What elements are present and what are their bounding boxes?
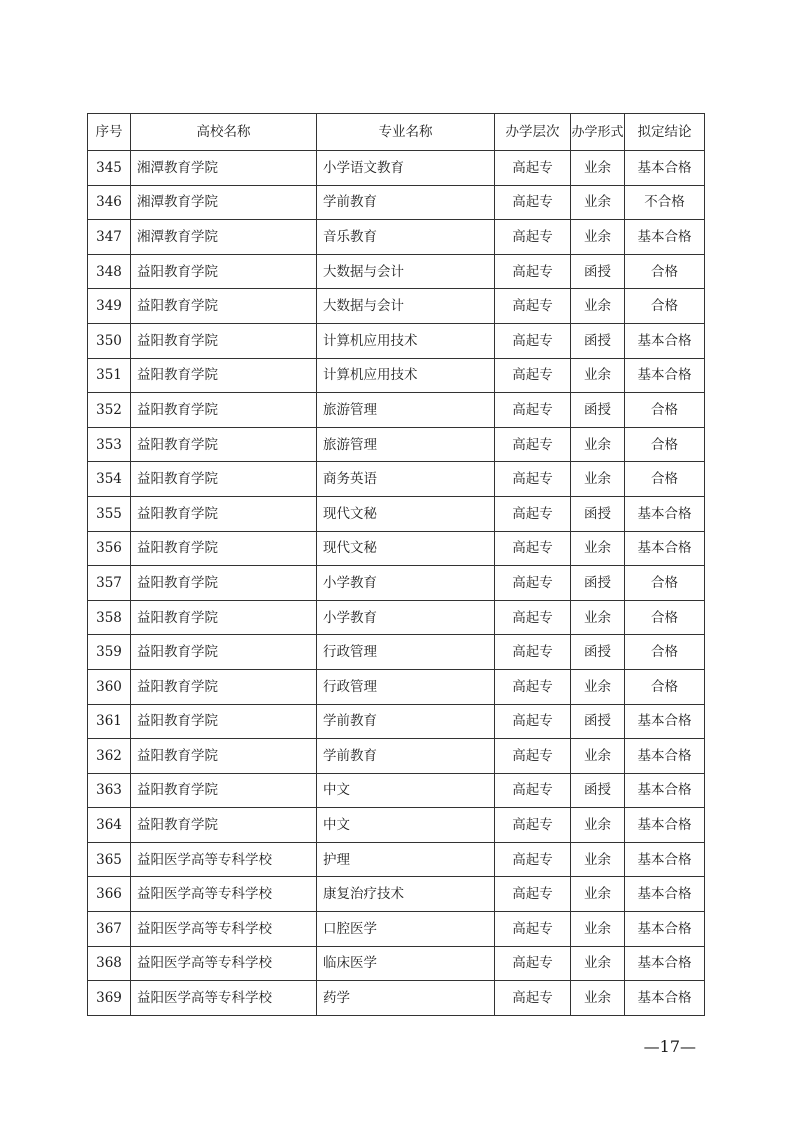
cell-school: 益阳教育学院 [131, 669, 317, 704]
cell-school: 益阳教育学院 [131, 323, 317, 358]
cell-level: 高起专 [495, 254, 571, 289]
cell-conclusion: 基本合格 [625, 877, 705, 912]
cell-conclusion: 合格 [625, 462, 705, 497]
cell-school: 益阳医学高等专科学校 [131, 877, 317, 912]
cell-level: 高起专 [495, 220, 571, 255]
cell-seq: 361 [88, 704, 131, 739]
cell-major: 音乐教育 [317, 220, 495, 255]
cell-form: 业余 [571, 289, 625, 324]
cell-major: 学前教育 [317, 739, 495, 774]
cell-conclusion: 基本合格 [625, 531, 705, 566]
cell-level: 高起专 [495, 566, 571, 601]
cell-level: 高起专 [495, 808, 571, 843]
cell-form: 业余 [571, 462, 625, 497]
cell-level: 高起专 [495, 600, 571, 635]
cell-conclusion: 合格 [625, 254, 705, 289]
cell-major: 小学教育 [317, 600, 495, 635]
cell-school: 益阳教育学院 [131, 739, 317, 774]
cell-form: 业余 [571, 151, 625, 186]
cell-seq: 356 [88, 531, 131, 566]
cell-major: 小学教育 [317, 566, 495, 601]
cell-seq: 363 [88, 773, 131, 808]
cell-conclusion: 合格 [625, 635, 705, 670]
cell-school: 益阳教育学院 [131, 704, 317, 739]
results-table [87, 113, 705, 1016]
cell-seq: 354 [88, 462, 131, 497]
page-number: —17— [643, 1037, 696, 1056]
cell-level: 高起专 [495, 427, 571, 462]
cell-level: 高起专 [495, 289, 571, 324]
cell-conclusion: 基本合格 [625, 773, 705, 808]
cell-seq: 348 [88, 254, 131, 289]
table-row [88, 496, 705, 531]
cell-major: 行政管理 [317, 635, 495, 670]
table-row [88, 600, 705, 635]
cell-seq: 367 [88, 912, 131, 947]
cell-school: 益阳教育学院 [131, 600, 317, 635]
cell-major: 临床医学 [317, 946, 495, 981]
table-row [88, 220, 705, 255]
cell-form: 业余 [571, 808, 625, 843]
cell-school: 益阳医学高等专科学校 [131, 946, 317, 981]
cell-form: 业余 [571, 946, 625, 981]
cell-seq: 355 [88, 496, 131, 531]
cell-level: 高起专 [495, 358, 571, 393]
header-conclusion: 拟定结论 [625, 114, 705, 151]
cell-level: 高起专 [495, 151, 571, 186]
table-row [88, 358, 705, 393]
cell-major: 旅游管理 [317, 393, 495, 428]
cell-level: 高起专 [495, 842, 571, 877]
cell-major: 学前教育 [317, 704, 495, 739]
cell-conclusion: 合格 [625, 669, 705, 704]
cell-seq: 347 [88, 220, 131, 255]
table-row [88, 393, 705, 428]
cell-conclusion: 基本合格 [625, 151, 705, 186]
cell-form: 函授 [571, 773, 625, 808]
cell-school: 益阳医学高等专科学校 [131, 842, 317, 877]
cell-seq: 364 [88, 808, 131, 843]
cell-level: 高起专 [495, 739, 571, 774]
table-row [88, 704, 705, 739]
cell-seq: 345 [88, 151, 131, 186]
cell-major: 大数据与会计 [317, 289, 495, 324]
cell-school: 益阳教育学院 [131, 531, 317, 566]
table-row [88, 323, 705, 358]
cell-seq: 351 [88, 358, 131, 393]
cell-seq: 362 [88, 739, 131, 774]
cell-level: 高起专 [495, 462, 571, 497]
cell-level: 高起专 [495, 635, 571, 670]
cell-form: 业余 [571, 669, 625, 704]
table-row [88, 254, 705, 289]
cell-school: 益阳教育学院 [131, 393, 317, 428]
cell-conclusion: 基本合格 [625, 739, 705, 774]
cell-major: 护理 [317, 842, 495, 877]
cell-conclusion: 基本合格 [625, 912, 705, 947]
cell-conclusion: 基本合格 [625, 220, 705, 255]
table-row [88, 462, 705, 497]
cell-school: 益阳教育学院 [131, 462, 317, 497]
cell-seq: 360 [88, 669, 131, 704]
cell-form: 业余 [571, 981, 625, 1016]
cell-school: 益阳教育学院 [131, 566, 317, 601]
cell-school: 益阳教育学院 [131, 254, 317, 289]
table-row [88, 669, 705, 704]
cell-conclusion: 不合格 [625, 185, 705, 220]
cell-major: 学前教育 [317, 185, 495, 220]
cell-major: 商务英语 [317, 462, 495, 497]
cell-level: 高起专 [495, 877, 571, 912]
cell-conclusion: 基本合格 [625, 358, 705, 393]
table-row [88, 981, 705, 1016]
cell-form: 业余 [571, 427, 625, 462]
cell-conclusion: 基本合格 [625, 842, 705, 877]
cell-major: 旅游管理 [317, 427, 495, 462]
results-table-container [87, 113, 704, 1016]
cell-school: 益阳教育学院 [131, 427, 317, 462]
cell-seq: 369 [88, 981, 131, 1016]
cell-seq: 366 [88, 877, 131, 912]
cell-conclusion: 合格 [625, 289, 705, 324]
cell-major: 现代文秘 [317, 496, 495, 531]
cell-school: 湘潭教育学院 [131, 220, 317, 255]
cell-conclusion: 合格 [625, 427, 705, 462]
cell-level: 高起专 [495, 393, 571, 428]
cell-seq: 368 [88, 946, 131, 981]
cell-school: 湘潭教育学院 [131, 151, 317, 186]
cell-form: 函授 [571, 566, 625, 601]
cell-form: 函授 [571, 254, 625, 289]
cell-seq: 349 [88, 289, 131, 324]
table-header-row [88, 114, 705, 151]
cell-conclusion: 基本合格 [625, 323, 705, 358]
cell-major: 大数据与会计 [317, 254, 495, 289]
cell-level: 高起专 [495, 704, 571, 739]
cell-school: 湘潭教育学院 [131, 185, 317, 220]
table-row [88, 739, 705, 774]
table-body [88, 151, 705, 1016]
cell-school: 益阳教育学院 [131, 358, 317, 393]
cell-major: 计算机应用技术 [317, 323, 495, 358]
cell-seq: 352 [88, 393, 131, 428]
cell-form: 函授 [571, 393, 625, 428]
cell-conclusion: 基本合格 [625, 946, 705, 981]
cell-major: 口腔医学 [317, 912, 495, 947]
cell-level: 高起专 [495, 531, 571, 566]
cell-school: 益阳教育学院 [131, 808, 317, 843]
cell-school: 益阳医学高等专科学校 [131, 912, 317, 947]
cell-conclusion: 合格 [625, 600, 705, 635]
cell-form: 业余 [571, 842, 625, 877]
cell-major: 中文 [317, 773, 495, 808]
cell-form: 业余 [571, 877, 625, 912]
cell-conclusion: 合格 [625, 393, 705, 428]
cell-conclusion: 基本合格 [625, 808, 705, 843]
table-row [88, 808, 705, 843]
header-level: 办学层次 [495, 114, 571, 151]
cell-major: 小学语文教育 [317, 151, 495, 186]
cell-form: 业余 [571, 739, 625, 774]
cell-seq: 365 [88, 842, 131, 877]
cell-school: 益阳教育学院 [131, 289, 317, 324]
table-row [88, 566, 705, 601]
table-row [88, 842, 705, 877]
cell-major: 药学 [317, 981, 495, 1016]
table-row [88, 877, 705, 912]
cell-form: 业余 [571, 531, 625, 566]
cell-level: 高起专 [495, 912, 571, 947]
cell-seq: 358 [88, 600, 131, 635]
cell-level: 高起专 [495, 773, 571, 808]
cell-level: 高起专 [495, 946, 571, 981]
cell-form: 业余 [571, 358, 625, 393]
cell-major: 行政管理 [317, 669, 495, 704]
cell-form: 函授 [571, 704, 625, 739]
cell-conclusion: 基本合格 [625, 496, 705, 531]
cell-school: 益阳教育学院 [131, 635, 317, 670]
cell-seq: 359 [88, 635, 131, 670]
cell-major: 现代文秘 [317, 531, 495, 566]
cell-seq: 346 [88, 185, 131, 220]
cell-level: 高起专 [495, 323, 571, 358]
cell-conclusion: 合格 [625, 566, 705, 601]
table-row [88, 531, 705, 566]
cell-form: 业余 [571, 220, 625, 255]
header-seq: 序号 [88, 114, 131, 151]
header-form: 办学形式 [571, 114, 625, 151]
cell-form: 业余 [571, 185, 625, 220]
table-row [88, 635, 705, 670]
table-row [88, 151, 705, 186]
header-school: 高校名称 [131, 114, 317, 151]
header-major: 专业名称 [317, 114, 495, 151]
cell-level: 高起专 [495, 981, 571, 1016]
cell-conclusion: 基本合格 [625, 704, 705, 739]
cell-seq: 357 [88, 566, 131, 601]
cell-major: 计算机应用技术 [317, 358, 495, 393]
table-row [88, 427, 705, 462]
cell-school: 益阳教育学院 [131, 773, 317, 808]
cell-level: 高起专 [495, 496, 571, 531]
cell-seq: 350 [88, 323, 131, 358]
cell-form: 业余 [571, 600, 625, 635]
table-row [88, 912, 705, 947]
cell-school: 益阳教育学院 [131, 496, 317, 531]
cell-seq: 353 [88, 427, 131, 462]
cell-major: 中文 [317, 808, 495, 843]
cell-form: 函授 [571, 323, 625, 358]
cell-school: 益阳医学高等专科学校 [131, 981, 317, 1016]
table-row [88, 946, 705, 981]
cell-form: 函授 [571, 635, 625, 670]
cell-form: 业余 [571, 912, 625, 947]
cell-level: 高起专 [495, 185, 571, 220]
cell-major: 康复治疗技术 [317, 877, 495, 912]
cell-form: 函授 [571, 496, 625, 531]
cell-conclusion: 基本合格 [625, 981, 705, 1016]
table-row [88, 773, 705, 808]
cell-level: 高起专 [495, 669, 571, 704]
table-row [88, 289, 705, 324]
table-row [88, 185, 705, 220]
